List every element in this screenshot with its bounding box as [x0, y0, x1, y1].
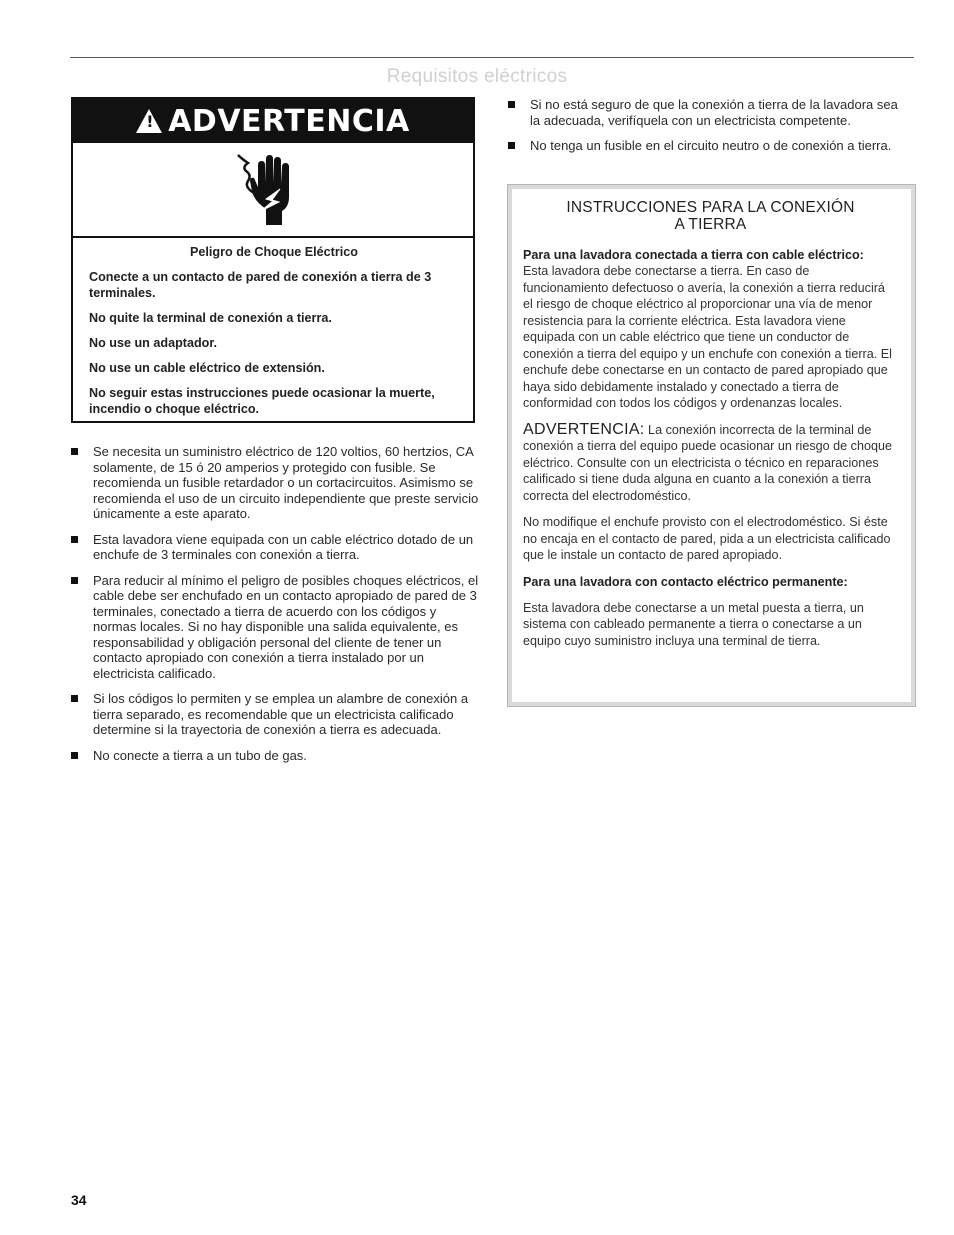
- left-bullet-list: [71, 444, 481, 773]
- warning-line: No use un adaptador.: [89, 336, 218, 350]
- cord-heading: Para una lavadora conectada a tierra con cable eléctrico:: [523, 248, 864, 262]
- warning-line: No seguir estas instrucciones puede ocasionar la muerte, incendio o choque eléctrico.: [89, 386, 435, 416]
- bullet-square-icon: [71, 752, 78, 759]
- warning-line: Conecte a un contacto de pared de conexión a tierra de 3 terminales.: [89, 270, 432, 300]
- list-item: Si los códigos lo permiten y se emplea un alambre de conexión a tierra separado, es recomendable que un electricista calificado determine si la trayectoria de conexión a tierra es adecuada.: [71, 691, 481, 738]
- list-item: No tenga un fusible en el circuito neutro o de conexión a tierra.: [508, 138, 908, 154]
- list-item: Si no está seguro de que la conexión a tierra de la lavadora sea la adecuada, verifíquela con un electricista competente.: [508, 97, 908, 128]
- bullet-square-icon: [508, 142, 515, 149]
- bullet-square-icon: [71, 695, 78, 702]
- list-item: Se necesita un suministro eléctrico de 120 voltios, 60 hertzios, CA solamente, de 15 ó 20 amperios y protegido con fusible. Se recomienda un fusible retardador o un cortacircuitos. Asimismo se recomienda el uso de un circuito independiente que preste servicio únicamente a este aparato.: [71, 444, 481, 522]
- advertencia-text: La conexión incorrecta de la terminal de conexión a tierra del equipo puede ocasionar un riesgo de choque eléctrico. Consulte con un electricista o técnico en reparaciones calificado si tiene duda alguna en cuanto a la conexión a tierra correcta del electrodoméstico.: [523, 422, 892, 503]
- page-number: 34: [71, 1192, 87, 1208]
- warning-box: [71, 97, 475, 423]
- permanent-text: Esta lavadora debe conectarse a un metal puesta a tierra, un sistema con cableado permanente a tierra o conectarse a un equipo cuyo suministro incluya una terminal de tierra.: [523, 600, 864, 648]
- warning-title: ADVERTENCIA: [168, 103, 410, 139]
- warning-header: [73, 99, 473, 143]
- grounding-instructions-content: [523, 197, 898, 659]
- bullet-square-icon: [71, 448, 78, 455]
- advertencia-label: ADVERTENCIA:: [523, 420, 645, 438]
- grounding-instructions-box: [508, 185, 915, 706]
- instructions-title: INSTRUCCIONES PARA LA CONEXIÓN A TIERRA: [566, 199, 855, 233]
- advertencia-paragraph: [523, 422, 898, 505]
- warning-triangle-icon: !: [136, 109, 162, 133]
- list-item: Esta lavadora viene equipada con un cable eléctrico dotado de un enchufe de 3 terminales con conexión a tierra.: [71, 532, 481, 563]
- warning-text: [89, 244, 459, 426]
- permanent-heading: Para una lavadora con contacto eléctrico permanente:: [523, 574, 848, 589]
- list-item: Para reducir al mínimo el peligro de posibles choques eléctricos, el cable debe ser enchufado en un contacto apropiado de pared de 3 terminales, conectado a tierra de acuerdo con los códigos y normas locales. Si no hay disponible una salida equivalente, es responsabilidad y obligación personal del cliente de tener un contacto apropiado con conexión a tierra instalado por un electricista calificado.: [71, 573, 481, 682]
- electric-shock-hand-icon: [236, 151, 306, 227]
- warning-line: No quite la terminal de conexión a tierra.: [89, 311, 332, 325]
- bullet-square-icon: [71, 536, 78, 543]
- list-item: No conecte a tierra a un tubo de gas.: [71, 748, 481, 764]
- bullet-square-icon: [508, 101, 515, 108]
- section-title: Requisitos eléctricos: [386, 66, 568, 87]
- bullet-square-icon: [71, 577, 78, 584]
- cord-text: Esta lavadora debe conectarse a tierra. En caso de funcionamiento defectuoso o avería, la conexión a tierra reducirá el riesgo de choque eléctrico al proporcionar una vía de menor resistencia para la corriente eléctrica. Esta lavadora viene equipada con un cable eléctrico que tiene un conductor de conexión a tierra del equipo y un enchufe con conexión a tierra. El enchufe debe conectarse en un contacto de pared apropiado que haya sido debidamente instalado y conectado a tierra de conformidad con todos los códigos y ordenanzas locales.: [523, 264, 892, 410]
- right-bullet-list: [508, 97, 908, 164]
- warning-heading: Peligro de Choque Eléctrico: [190, 245, 358, 259]
- warning-icon-area: [73, 143, 473, 238]
- plug-text: No modifique el enchufe provisto con el electrodoméstico. Si éste no encaja en el contacto de pared, pida a un electricista calificado que le instale un contacto de pared apropiado.: [523, 515, 891, 562]
- top-rule: [70, 57, 914, 58]
- warning-line: No use un cable eléctrico de extensión.: [89, 361, 325, 375]
